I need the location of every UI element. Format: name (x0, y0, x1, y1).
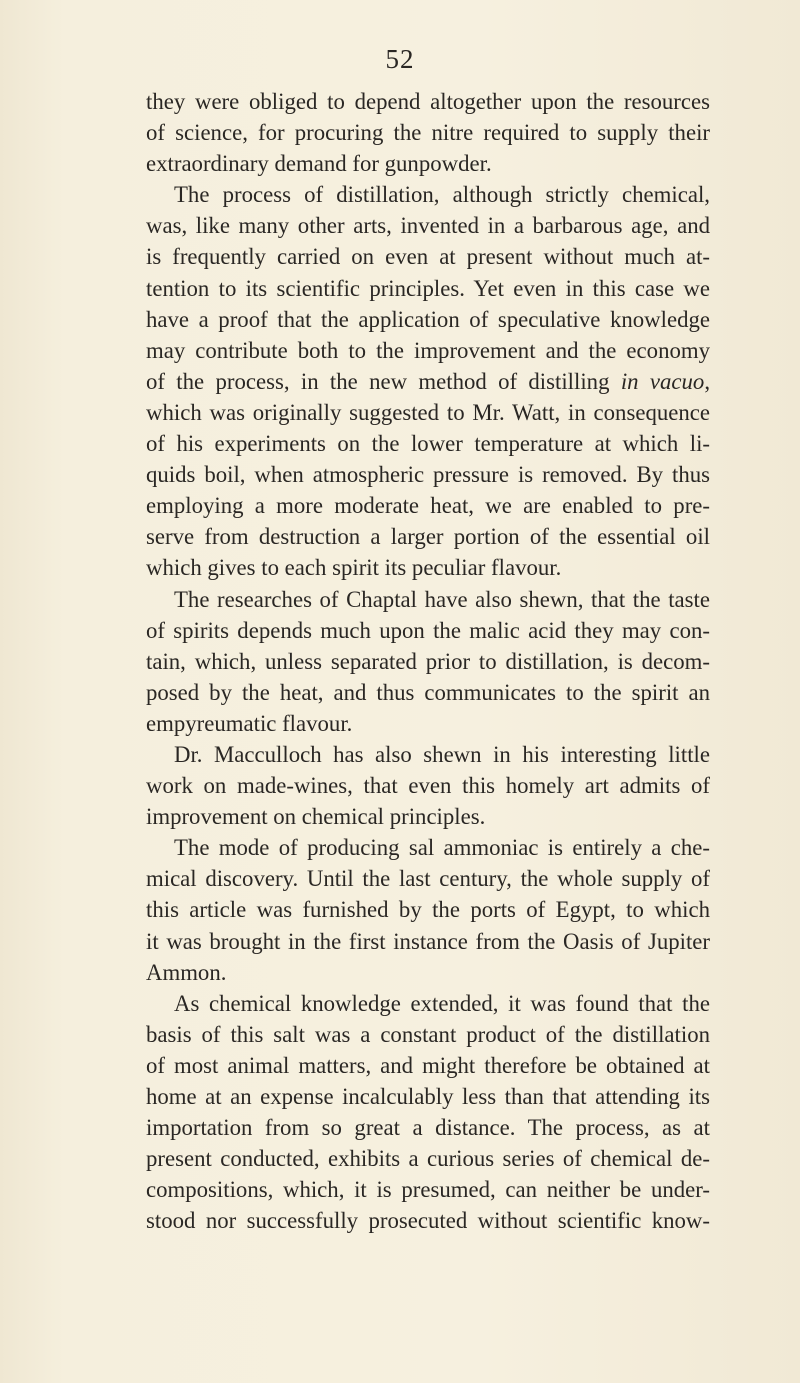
text-line (146, 86, 710, 117)
text-line-content: is frequently carried on even at present without much at- (146, 244, 710, 270)
text-line (146, 615, 710, 646)
text-line (146, 304, 710, 335)
text-line-content: As chemical knowledge extended, it was found that the (174, 990, 710, 1016)
text-line-content: importation from so great a distance. The process, as at (146, 1115, 710, 1141)
text-line-content: of most animal matters, and might therefore be obtained at (146, 1052, 710, 1078)
text-line-content: work on made-wines, that even this homely art admits of (146, 773, 710, 799)
page-number: 52 (385, 44, 415, 74)
text-line-content: quids boil, when atmospheric pressure is removed. By thus (146, 462, 710, 488)
text-line (146, 490, 710, 521)
text-line-content: basis of this salt was a constant product of the distillation (146, 1021, 710, 1047)
text-line (146, 1174, 710, 1205)
text-line (146, 770, 710, 801)
text-line-content: which was originally suggested to Mr. Watt, in consequence (146, 399, 710, 425)
text-line-content: of science, for procuring the nitre required to supply their (146, 120, 710, 146)
text-line-content: may contribute both to the improvement and the economy (146, 337, 710, 363)
text-line (146, 646, 710, 677)
text-line (146, 273, 710, 304)
text-line (146, 1050, 710, 1081)
text-line-content: posed by the heat, and thus communicates to the spirit an (146, 679, 710, 705)
text-line-content: The mode of producing sal ammoniac is entirely a che- (174, 835, 710, 861)
text-line (146, 552, 710, 583)
text-line (146, 801, 710, 832)
text-line-content: which gives to each spirit its peculiar flavour. (146, 555, 562, 581)
text-line-content: tain, which, unless separated prior to distillation, is decom- (146, 648, 710, 674)
text-line-content: have a proof that the application of speculative knowledge (146, 306, 710, 332)
text-line-content: of his experiments on the lower temperature at which li- (146, 431, 710, 457)
text-line (146, 1205, 710, 1236)
text-line-content: empyreumatic flavour. (146, 710, 353, 736)
text-line-content: improvement on chemical principles. (146, 804, 486, 830)
text-line-content: extraordinary demand for gunpowder. (146, 151, 492, 177)
text-line (146, 1019, 710, 1050)
text-line (146, 832, 710, 863)
text-line (146, 894, 710, 925)
text-line-content: home at an expense incalculably less than that attending its (146, 1084, 710, 1109)
text-line (146, 210, 710, 241)
text-line (146, 708, 710, 739)
italic-phrase: in vacuo (620, 368, 705, 394)
text-line (146, 863, 710, 894)
text-line (146, 1112, 710, 1143)
text-line-content: mical discovery. Until the last century, the whole supply of (146, 866, 710, 892)
text-line-content: it was brought in the first instance from the Oasis of Jupiter (146, 928, 710, 954)
text-line-content: The process of distillation, although strictly chemical, (174, 182, 710, 208)
text-line (146, 584, 710, 615)
text-line (146, 366, 710, 397)
text-line (146, 1081, 710, 1112)
text-line (146, 677, 710, 708)
text-line (146, 148, 710, 179)
text-line-content: this article was furnished by the ports of Egypt, to which (146, 897, 710, 923)
text-line-content: of the process, in the new method of distilling (146, 368, 621, 394)
text-line (146, 957, 710, 988)
text-line-content: The researches of Chaptal have also shewn, that the taste (174, 586, 710, 612)
text-line (146, 335, 710, 366)
text-line (146, 988, 710, 1019)
text-line-content: was, like many other arts, invented in a barbarous age, and (146, 213, 710, 239)
text-line (146, 179, 710, 210)
text-line-content: Ammon. (146, 959, 227, 985)
text-line (146, 241, 710, 272)
body-text (146, 86, 710, 1236)
text-line (146, 521, 710, 552)
text-line-content: employing a more moderate heat, we are enabled to pre- (146, 493, 710, 519)
text-line (146, 926, 710, 957)
text-line-content: compositions, which, it is presumed, can neither be under- (146, 1177, 710, 1203)
text-line (146, 1143, 710, 1174)
text-line (146, 397, 710, 428)
text-line-content: serve from destruction a larger portion of the essential oil (146, 524, 710, 550)
text-line-content: Dr. Macculloch has also shewn in his interesting little (174, 741, 710, 767)
text-line-content: they were obliged to depend altogether upon the resources (146, 89, 710, 114)
text-line-content: of spirits depends much upon the malic acid they may con- (146, 617, 710, 643)
text-line (146, 117, 710, 148)
text-line (146, 459, 710, 490)
text-line (146, 428, 710, 459)
text-line-content: stood nor successfully prosecuted without scientific know- (146, 1208, 710, 1234)
text-line (146, 739, 710, 770)
text-line-content: tention to its scientific principles. Yet even in this case we (146, 275, 710, 301)
text-line-content: present conducted, exhibits a curious series of chemical de- (146, 1146, 710, 1172)
punctuation: , (704, 368, 711, 394)
